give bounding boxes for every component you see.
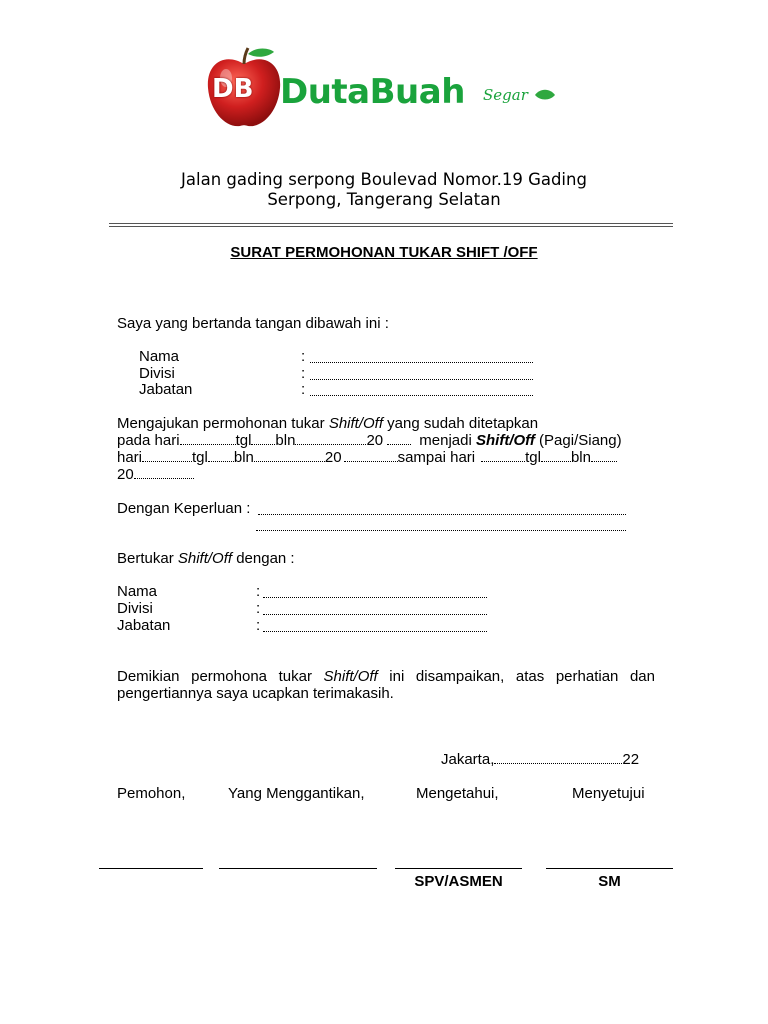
exchange-name-sep: :	[256, 583, 261, 600]
company-logo	[200, 44, 570, 134]
year-prefix-1: 20	[366, 432, 384, 449]
year-to-field[interactable]	[344, 449, 398, 462]
applicant-name-sep: :	[301, 348, 306, 365]
request-line-2	[117, 432, 622, 449]
place-line	[441, 751, 639, 768]
year-prefix-2: 20	[324, 449, 342, 466]
month-from-field[interactable]	[295, 432, 366, 445]
bln-label-2: bln	[233, 449, 254, 466]
logo-monogram: DB	[212, 74, 254, 104]
bln-label-3: bln	[570, 449, 591, 466]
exchange-position-label: Jabatan	[117, 617, 171, 634]
request-line-3	[117, 449, 617, 466]
exchange-division-label: Divisi	[117, 600, 153, 617]
applicant-name-field[interactable]	[310, 352, 533, 363]
applicant-division-sep: :	[301, 365, 306, 382]
exchange-label-a: Bertukar	[117, 550, 178, 567]
keperluan-field-2[interactable]	[256, 520, 626, 531]
signature-line-mengetahui[interactable]	[395, 868, 522, 869]
document-title: SURAT PERMOHONAN TUKAR SHIFT /OFF	[230, 244, 538, 261]
bln-label-1: bln	[275, 432, 296, 449]
keperluan-label: Dengan Keperluan :	[117, 500, 251, 517]
exchange-position-field[interactable]	[263, 621, 487, 632]
year-prefix-date: 22	[622, 751, 640, 768]
year-prefix-3: 20	[117, 466, 134, 483]
request-line-1-b: yang sudah ditetapkan	[383, 415, 539, 432]
tgl-label-3: tgl	[525, 449, 541, 466]
intro-text: Saya yang bertanda tangan dibawah ini :	[117, 315, 389, 332]
applicant-name-label: Nama	[139, 348, 180, 365]
exchange-label	[117, 550, 295, 567]
request-line-4	[117, 466, 194, 483]
applicant-position-sep: :	[301, 381, 306, 398]
keperluan-field-1[interactable]	[258, 504, 626, 515]
day-from-field[interactable]	[180, 432, 236, 445]
leaf-icon	[534, 88, 556, 102]
closing-line-1-b: ini disampaikan, atas perhatian dan	[377, 668, 655, 685]
header-divider-top	[109, 223, 673, 224]
signature-line-menyetujui[interactable]	[546, 868, 673, 869]
request-line-1-em: Shift/Off	[328, 415, 383, 432]
pada-hari-label: pada hari	[117, 432, 180, 449]
exchange-division-sep: :	[256, 600, 261, 617]
hari-label: hari	[117, 449, 143, 466]
day-to-field[interactable]	[142, 449, 192, 462]
closing-line-1-a: Demikian permohona tukar	[117, 668, 324, 685]
applicant-position-label: Jabatan	[139, 381, 193, 398]
signature-line-yang-menggantikan[interactable]	[219, 868, 377, 869]
closing-line-1-em: Shift/Off	[323, 668, 378, 685]
exchange-name-label: Nama	[117, 583, 158, 600]
day-until-field[interactable]	[481, 449, 525, 462]
pagi-siang-label: (Pagi/Siang)	[534, 432, 622, 449]
exchange-position-sep: :	[256, 617, 261, 634]
exchange-label-em: Shift/Off	[177, 550, 233, 567]
menjadi-label: menjadi	[419, 432, 476, 449]
exchange-label-b: dengan :	[232, 550, 295, 567]
role-yang-menggantikan: Yang Menggantikan,	[228, 785, 365, 802]
closing-line-1	[117, 668, 655, 685]
role-mengetahui: Mengetahui,	[416, 785, 499, 802]
exchange-division-field[interactable]	[263, 604, 487, 615]
exchange-name-field[interactable]	[263, 587, 487, 598]
year-from-field[interactable]	[387, 432, 411, 445]
date-from-field[interactable]	[251, 432, 275, 445]
address-line-2: Serpong, Tangerang Selatan	[267, 190, 501, 209]
date-field[interactable]	[494, 751, 622, 764]
role-menyetujui: Menyetujui	[572, 785, 645, 802]
date-until-field[interactable]	[541, 449, 571, 462]
title-spv-asmen: SPV/ASMEN	[414, 873, 503, 890]
month-until-field[interactable]	[591, 449, 617, 462]
closing-line-2: pengertiannya saya ucapkan terimakasih.	[117, 685, 394, 702]
city-label: Jakarta,	[441, 751, 495, 768]
header-divider-bottom	[109, 226, 673, 227]
logo-tagline: Segar	[483, 86, 528, 104]
request-line-1-a: Mengajukan permohonan tukar	[117, 415, 329, 432]
applicant-position-field[interactable]	[310, 385, 533, 396]
signature-line-pemohon[interactable]	[99, 868, 203, 869]
role-pemohon: Pemohon,	[117, 785, 186, 802]
title-sm: SM	[598, 873, 621, 890]
date-to-field[interactable]	[208, 449, 234, 462]
shift-off-bold: Shift/Off	[476, 432, 535, 449]
tgl-label-1: tgl	[235, 432, 252, 449]
month-to-field[interactable]	[254, 449, 325, 462]
applicant-division-field[interactable]	[310, 369, 533, 380]
tgl-label-2: tgl	[192, 449, 208, 466]
year-until-field[interactable]	[134, 466, 194, 479]
logo-name: DutaBuah	[280, 72, 465, 112]
applicant-division-label: Divisi	[139, 365, 175, 382]
sampai-hari-label: sampai hari	[397, 449, 476, 466]
request-line-1	[117, 415, 538, 432]
address-line-1: Jalan gading serpong Boulevad Nomor.19 Gading	[181, 170, 587, 189]
